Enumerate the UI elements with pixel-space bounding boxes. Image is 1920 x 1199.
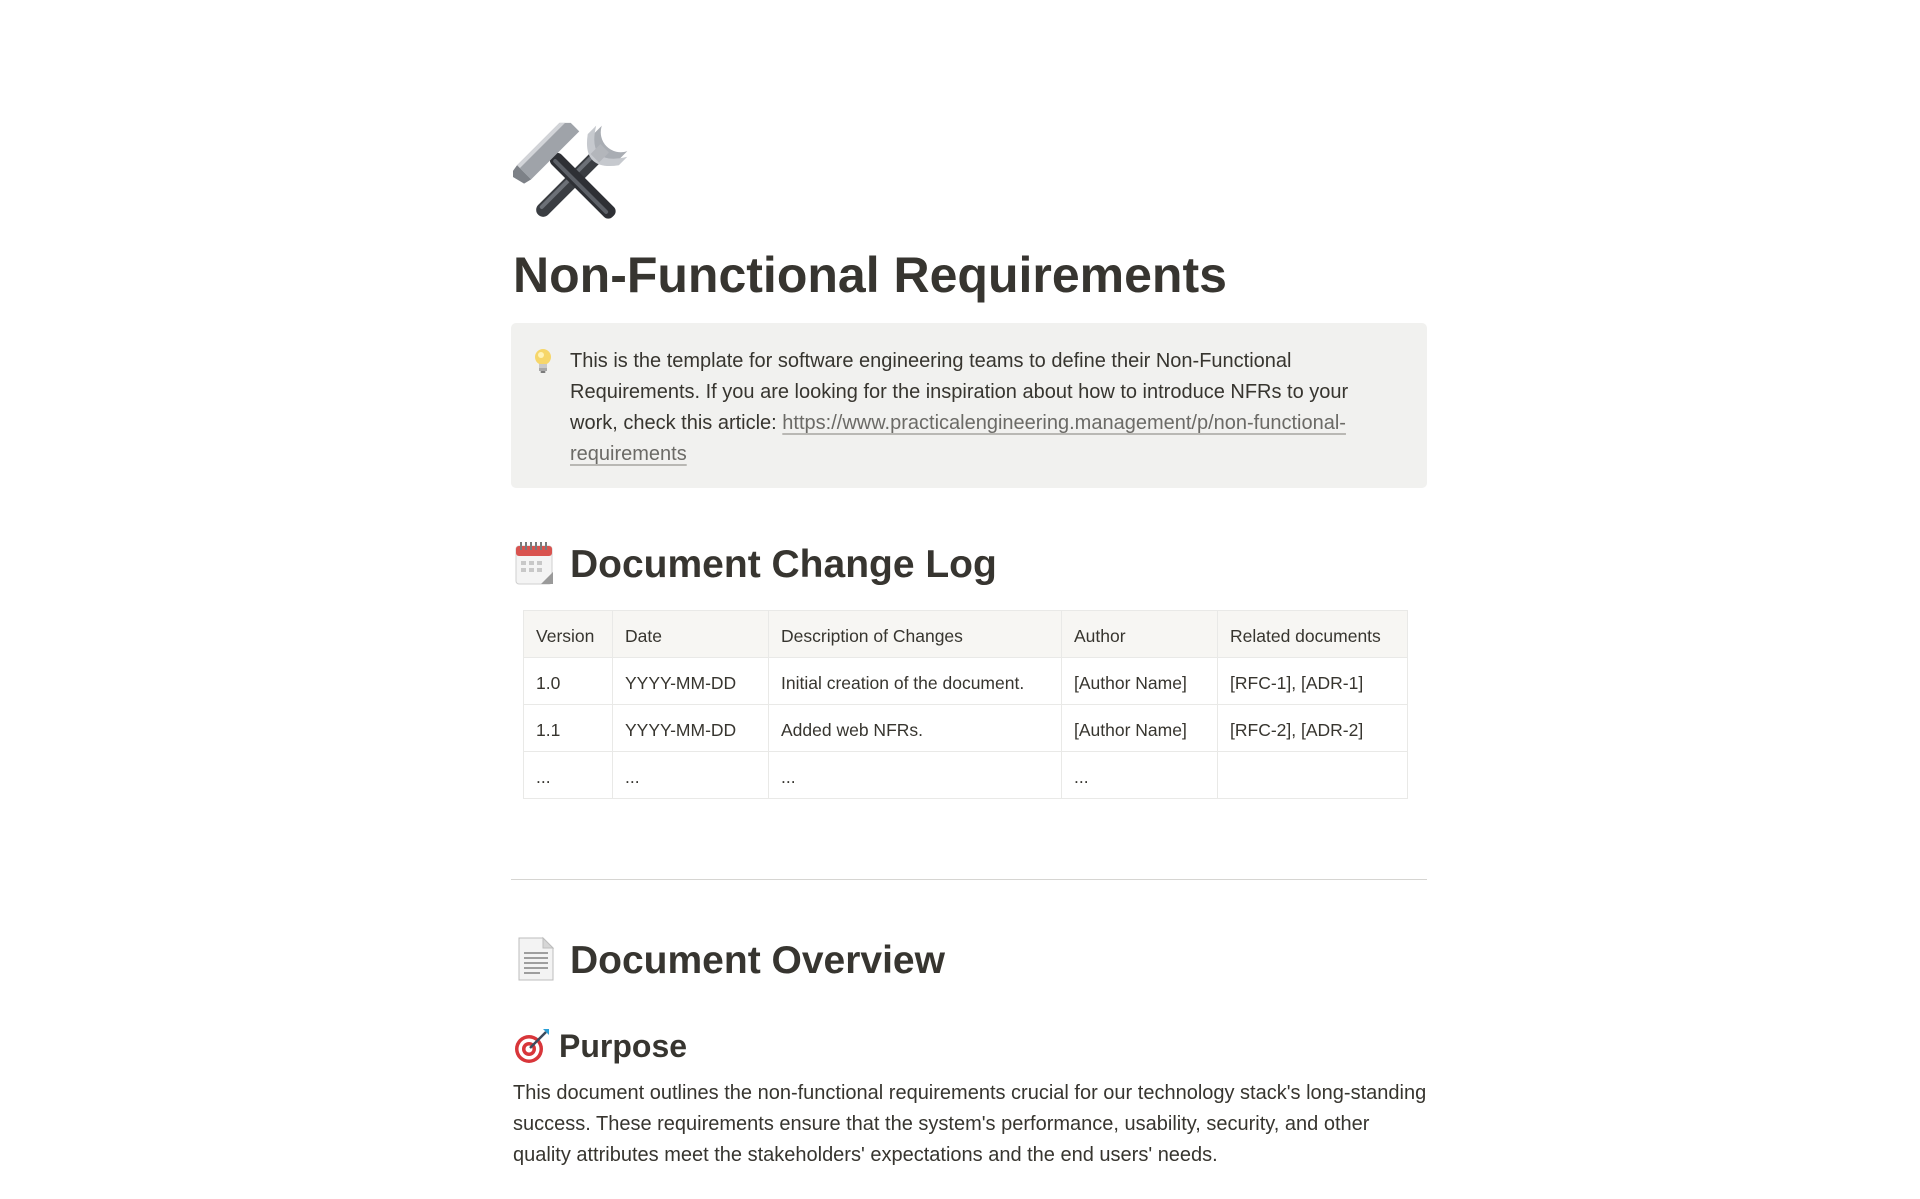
overview-heading bbox=[513, 936, 945, 986]
table-cell[interactable]: [RFC-2], [ADR-2] bbox=[1218, 705, 1408, 752]
table-cell[interactable]: ... bbox=[524, 752, 613, 799]
purpose-heading bbox=[513, 1026, 687, 1068]
table-cell[interactable]: [Author Name] bbox=[1062, 705, 1218, 752]
table-cell[interactable]: Added web NFRs. bbox=[769, 705, 1062, 752]
table-cell[interactable]: ... bbox=[613, 752, 769, 799]
table-row bbox=[524, 658, 1408, 705]
column-header-version[interactable]: Version bbox=[524, 611, 613, 658]
purpose-heading-text: Purpose bbox=[559, 1028, 688, 1064]
table-row bbox=[524, 705, 1408, 752]
table-cell[interactable]: Initial creation of the document. bbox=[769, 658, 1062, 705]
overview-heading-text: Document Overview bbox=[570, 939, 945, 982]
calendar-icon bbox=[513, 540, 557, 586]
lightbulb-icon bbox=[531, 347, 555, 375]
table-cell[interactable]: ... bbox=[769, 752, 1062, 799]
column-header-author[interactable]: Author bbox=[1062, 611, 1218, 658]
document-icon bbox=[513, 936, 557, 982]
table-cell[interactable] bbox=[1218, 752, 1408, 799]
change-log-heading-text: Document Change Log bbox=[570, 543, 997, 586]
table-cell[interactable]: [RFC-1], [ADR-1] bbox=[1218, 658, 1408, 705]
page-title: Non-Functional Requirements bbox=[513, 247, 1227, 303]
column-header-related-documents[interactable]: Related documents bbox=[1218, 611, 1408, 658]
hammer-and-wrench-icon[interactable] bbox=[513, 116, 637, 240]
column-header-date[interactable]: Date bbox=[613, 611, 769, 658]
callout-text bbox=[570, 346, 1400, 470]
table-cell[interactable]: [Author Name] bbox=[1062, 658, 1218, 705]
table-cell[interactable]: 1.1 bbox=[524, 705, 613, 752]
table-row bbox=[524, 752, 1408, 799]
table-header-row bbox=[524, 611, 1408, 658]
divider bbox=[511, 879, 1427, 880]
article-link[interactable]: https://www.practicalengineering.management/p/non-functional-requirements bbox=[570, 412, 1346, 465]
table-cell[interactable]: ... bbox=[1062, 752, 1218, 799]
column-header-description[interactable]: Description of Changes bbox=[769, 611, 1062, 658]
callout-body: This is the template for software engineering teams to define their Non-Functional Requirements. If you are looking for the inspiration about how to introduce NFRs to your work, check this article: bbox=[570, 350, 1349, 434]
change-log-table bbox=[523, 610, 1408, 799]
info-callout bbox=[511, 323, 1427, 488]
purpose-paragraph: This document outlines the non-functional requirements crucial for our technology stack's long-standing success. These requirements ensure that the system's performance, usability, security, and other quality attributes meet the stakeholders' expectations and the end users' needs. bbox=[513, 1082, 1427, 1166]
table-cell[interactable]: 1.0 bbox=[524, 658, 613, 705]
direct-hit-target-icon bbox=[513, 1027, 551, 1065]
table-cell[interactable]: YYYY-MM-DD bbox=[613, 658, 769, 705]
change-log-heading bbox=[513, 540, 997, 590]
table-cell[interactable]: YYYY-MM-DD bbox=[613, 705, 769, 752]
